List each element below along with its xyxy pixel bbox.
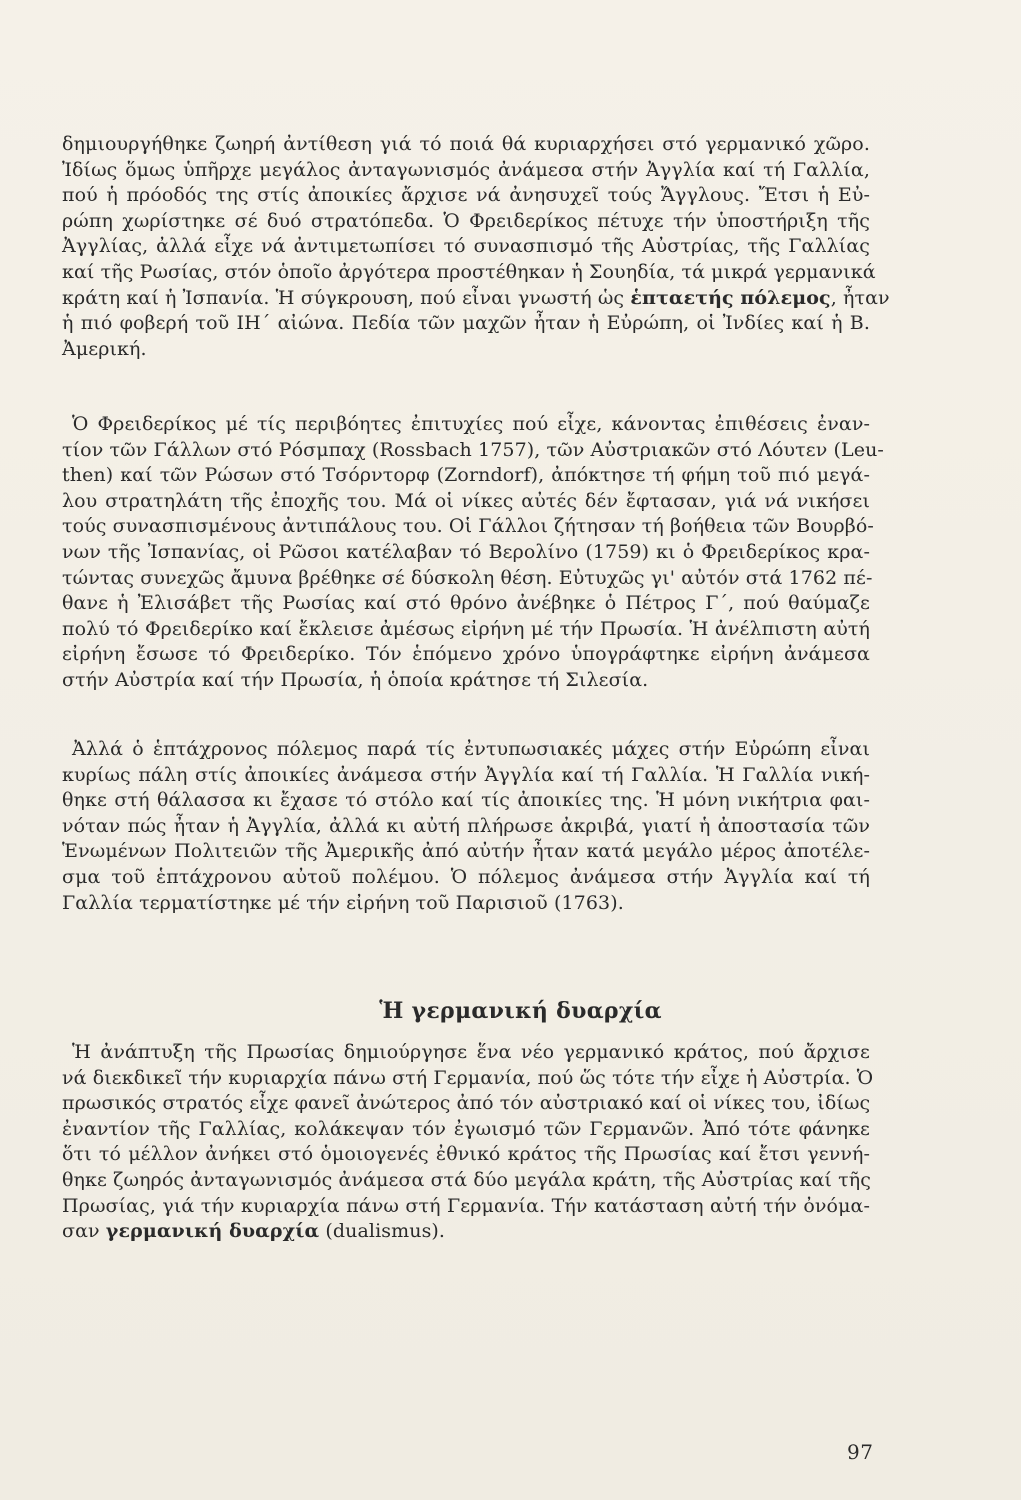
- text-line: θηκε στή θάλασσα κι ἔχασε τό στόλο καί τίς ἀποικίες της. Ἡ μόνη νικήτρια φαι-: [62, 789, 870, 812]
- text-line: Ἡ ἀνάπτυξη τῆς Πρωσίας δημιούργησε ἕνα νέο γερμανικό κράτος, πού ἄρχισε: [72, 1041, 870, 1063]
- text-line: τούς συνασπισμένους ἀντιπάλους του. Οἱ Γάλλοι ζήτησαν τή βοήθεια τῶν Βουρβό-: [62, 515, 874, 538]
- text-line: τίον τῶν Γάλλων στό Ρόσμπαχ (Rossbach 1757), τῶν Αὐστριακῶν στό Λόυτεν (Leu-: [62, 438, 884, 461]
- paragraph-frederick-battles: [62, 412, 884, 694]
- paragraph-colonial-struggle: [62, 737, 870, 916]
- text-line: Πρωσίας, γιά τήν κυριαρχία πάνω στή Γερμανία. Τήν κατάσταση αὐτή τήν ὀνόμα-: [62, 1194, 870, 1217]
- text-line: ρώπη χωρίστηκε σέ δυό στρατόπεδα. Ὁ Φρειδερίκος πέτυχε τήν ὑποστήριξη τῆς: [62, 209, 870, 232]
- text-line: λου στρατηλάτη τῆς ἐποχῆς του. Μά οἱ νίκες αὐτές δέν ἔφτασαν, γιά νά νικήσει: [62, 489, 870, 512]
- text-line: ἡ πιό φοβερή τοῦ ΙΗ΄ αἰώνα. Πεδία τῶν μαχῶν ἦταν ἡ Εὐρώπη, οἱ Ἰνδίες καί ἡ Β.: [62, 312, 870, 335]
- paragraph-german-dualism: [62, 1040, 874, 1245]
- page-number: 97: [847, 1440, 874, 1464]
- text-line: ἐναντίον τῆς Γαλλίας, κολάκεψαν τόν ἐγωισμό τῶν Γερμανῶν. Ἀπό τότε φάνηκε: [62, 1117, 870, 1140]
- text-line: Ἀλλά ὁ ἑπτάχρονος πόλεμος παρά τίς ἐντυπωσιακές μάχες στήν Εὐρώπη εἶναι: [72, 738, 870, 760]
- text-line: θηκε ζωηρός ἀνταγωνισμός ἀνάμεσα στά δύο μεγάλα κράτη, τῆς Αὐστρίας καί τῆς: [62, 1168, 871, 1191]
- paragraph-seven-years-war-intro: [62, 132, 890, 362]
- text-line: Ὁ Φρειδερίκος μέ τίς περιβόητες ἐπιτυχίες πού εἶχε, κάνοντας ἐπιθέσεις ἐναν-: [72, 413, 870, 435]
- text-line: καί τῆς Ρωσίας, στόν ὁποῖο ἀργότερα προστέθηκαν ἡ Σουηδία, τά μικρά γερμανικά: [62, 260, 876, 283]
- text-line: δημιουργήθηκε ζωηρή ἀντίθεση γιά τό ποιά θά κυριαρχήσει στό γερμανικό χῶρο.: [62, 133, 870, 155]
- text-line: Ἑνωμένων Πολιτειῶν τῆς Ἀμερικῆς ἀπό αὐτήν ἦταν κατά μεγάλο μέρος ἀποτέλε-: [62, 840, 870, 863]
- text-line: νά διεκδικεῖ τήν κυριαρχία πάνω στή Γερμανία, πού ὥς τότε τήν εἶχε ἡ Αὐστρία. Ὁ: [62, 1066, 874, 1089]
- text-line: Γαλλία τερματίστηκε μέ τήν εἰρήνη τοῦ Παρισιοῦ (1763).: [62, 891, 624, 914]
- text-line: θανε ἡ Ἐλισάβετ τῆς Ρωσίας καί στό θρόνο ἀνέβηκε ὁ Πέτρος Γ΄, πού θαύμαζε: [62, 592, 870, 615]
- text-line: εἰρήνη ἔσωσε τό Φρειδερίκο. Τόν ἑπόμενο χρόνο ὑπογράφτηκε εἰρήνη ἀνάμεσα: [62, 643, 870, 666]
- text-line: κράτη καί ἡ Ἰσπανία. Ἡ σύγκρουση, πού εἶναι γνωστή ὡς ἑπταετής πόλεμος, ἦταν: [62, 286, 890, 309]
- text-line: σαν γερμανική δυαρχία (dualismus).: [62, 1220, 446, 1243]
- bold-term: γερμανική δυαρχία: [105, 1220, 320, 1243]
- text-line: Ἀγγλίας, ἀλλά εἶχε νά ἀντιμετωπίσει τό συνασπισμό τῆς Αὐστρίας, τῆς Γαλλίας: [62, 235, 870, 258]
- text-line: κυρίως πάλη στίς ἀποικίες ἀνάμεσα στήν Ἀγγλία καί τή Γαλλία. Ἡ Γαλλία νική-: [62, 763, 870, 786]
- text-line: νων τῆς Ἰσπανίας, οἱ Ρῶσοι κατέλαβαν τό Βερολίνο (1759) κι ὁ Φρειδερίκος κρα-: [62, 540, 870, 563]
- text-line: στήν Αὐστρία καί τήν Πρωσία, ἡ ὁποία κράτησε τή Σιλεσία.: [62, 668, 649, 691]
- text-line: τώντας συνεχῶς ἄμυνα βρέθηκε σέ δύσκολη θέση. Εὐτυχῶς γι' αὐτόν στά 1762 πέ-: [62, 566, 873, 589]
- text-line: Ἀμερική.: [62, 337, 147, 360]
- text-line: πού ἡ πρόοδός της στίς ἀποικίες ἄρχισε νά ἀνησυχεῖ τούς Ἄγγλους. Ἔτσι ἡ Εὐ-: [62, 184, 870, 207]
- text-line: then) καί τῶν Ρώσων στό Τσόρντορφ (Zorndorf), ἀπόκτησε τή φήμη τοῦ πιό μεγά-: [62, 464, 870, 487]
- text-line: πρωσικός στρατός εἶχε φανεῖ ἀνώτερος ἀπό τόν αὐστριακό καί οἱ νίκες του, ἰδίως: [62, 1092, 871, 1115]
- text-line: σμα τοῦ ἑπτάχρονου αὐτοῦ πολέμου. Ὁ πόλεμος ἀνάμεσα στήν Ἀγγλία καί τή: [62, 865, 870, 888]
- text-line: Ἰδίως ὅμως ὑπῆρχε μεγάλος ἀνταγωνισμός ἀνάμεσα στήν Ἀγγλία καί τή Γαλλία,: [62, 158, 870, 181]
- text-line: ὅτι τό μέλλον ἀνήκει στό ὁμοιογενές ἐθνικό κράτος τῆς Πρωσίας καί ἔτσι γεννή-: [62, 1143, 870, 1166]
- text-line: πολύ τό Φρειδερίκο καί ἔκλεισε ἀμέσως εἰρήνη μέ τήν Πρωσία. Ἡ ἀνέλπιστη αὐτή: [62, 617, 870, 640]
- text-line: νόταν πώς ἦταν ἡ Ἀγγλία, ἀλλά κι αὐτή πλήρωσε ἀκριβά, γιατί ἡ ἀποστασία τῶν: [62, 814, 870, 837]
- section-heading: Ἡ γερμανική δυαρχία: [379, 998, 662, 1024]
- bold-term: ἑπταετής πόλεμος: [630, 286, 831, 309]
